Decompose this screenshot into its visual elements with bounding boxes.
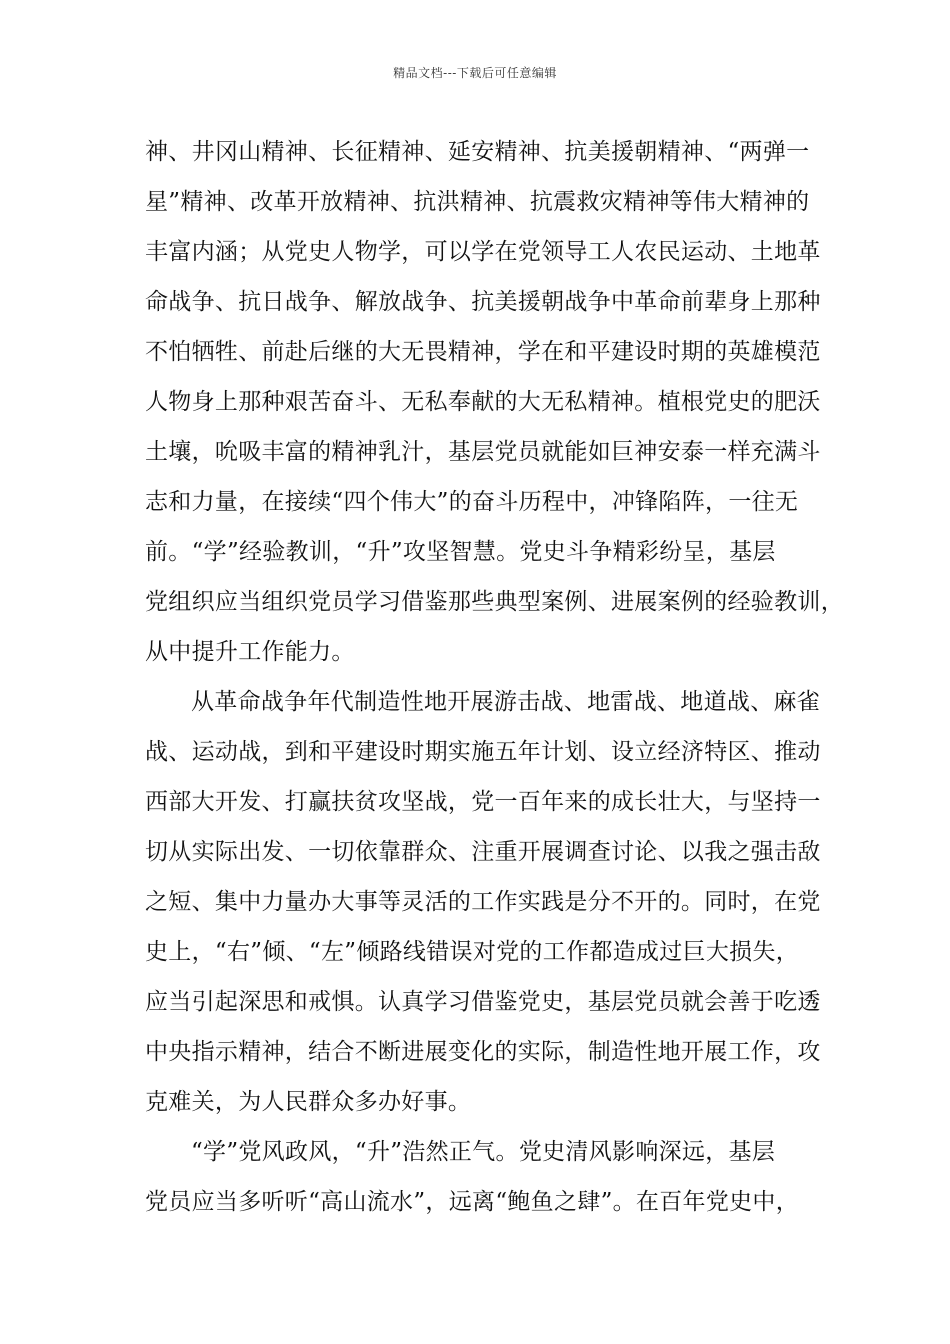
text-line: 命战争、抗日战争、解放战争、抗美援朝战争中革命前辈身上那种 (145, 289, 821, 315)
text-line: “学”党风政风，“升”浩然正气。党史清风影响深远，基层 (191, 1139, 776, 1165)
text-line: 前。“学”经验教训，“升”攻坚智慧。党史斗争精彩纷呈，基层 (145, 539, 776, 565)
text-line: 神、井冈山精神、长征精神、延安精神、抗美援朝精神、“两弹一 (145, 139, 810, 165)
document-body (145, 127, 844, 1227)
text-line: 不怕牺牲、前赴后继的大无畏精神，学在和平建设时期的英雄模范 (145, 339, 821, 365)
text-line: 克难关，为人民群众多办好事。 (145, 1089, 472, 1115)
text-line: 战、运动战，到和平建设时期实施五年计划、设立经济特区、推动 (145, 739, 821, 765)
text-line: 切从实际出发、一切依靠群众、注重开展调查讨论、以我之强击敌 (145, 839, 821, 865)
text-line: 志和力量，在接续“四个伟大”的奋斗历程中，冲锋陷阵，一往无 (145, 489, 799, 515)
text-line: 党组织应当组织党员学习借鉴那些典型案例、进展案例的经验教训， (145, 589, 844, 615)
text-line: 中央指示精神，结合不断进展变化的实际，制造性地开展工作，攻 (145, 1039, 821, 1065)
text-line: 人物身上那种艰苦奋斗、无私奉献的大无私精神。植根党史的肥沃 (145, 389, 821, 415)
page-header: 精品文档---下载后可任意编辑 (393, 66, 557, 80)
text-line: 从革命战争年代制造性地开展游击战、地雷战、地道战、麻雀 (191, 689, 821, 715)
paragraph-2 (145, 677, 825, 1127)
text-line: 党员应当多听听“高山流水”，远离“鲍鱼之肆”。在百年党史中， (145, 1189, 800, 1215)
text-line: 星”精神、改革开放精神、抗洪精神、抗震救灾精神等伟大精神的 (145, 189, 810, 215)
text-line: 丰富内涵；从党史人物学，可以学在党领导工人农民运动、土地革 (145, 239, 821, 265)
paragraph-3 (145, 1127, 825, 1227)
text-line: 之短、集中力量办大事等灵活的工作实践是分不开的。同时，在党 (145, 889, 821, 915)
text-line: 史上，“右”倾、“左”倾路线错误对党的工作都造成过巨大损失， (145, 939, 800, 965)
text-line: 从中提升工作能力。 (145, 639, 355, 665)
paragraph-1 (145, 127, 844, 677)
text-line: 应当引起深思和戒惧。认真学习借鉴党史，基层党员就会善于吃透 (145, 989, 821, 1015)
text-line: 西部大开发、打赢扶贫攻坚战，党一百年来的成长壮大，与坚持一 (145, 789, 821, 815)
text-line: 土壤，吮吸丰富的精神乳汁，基层党员就能如巨神安泰一样充满斗 (145, 439, 821, 465)
